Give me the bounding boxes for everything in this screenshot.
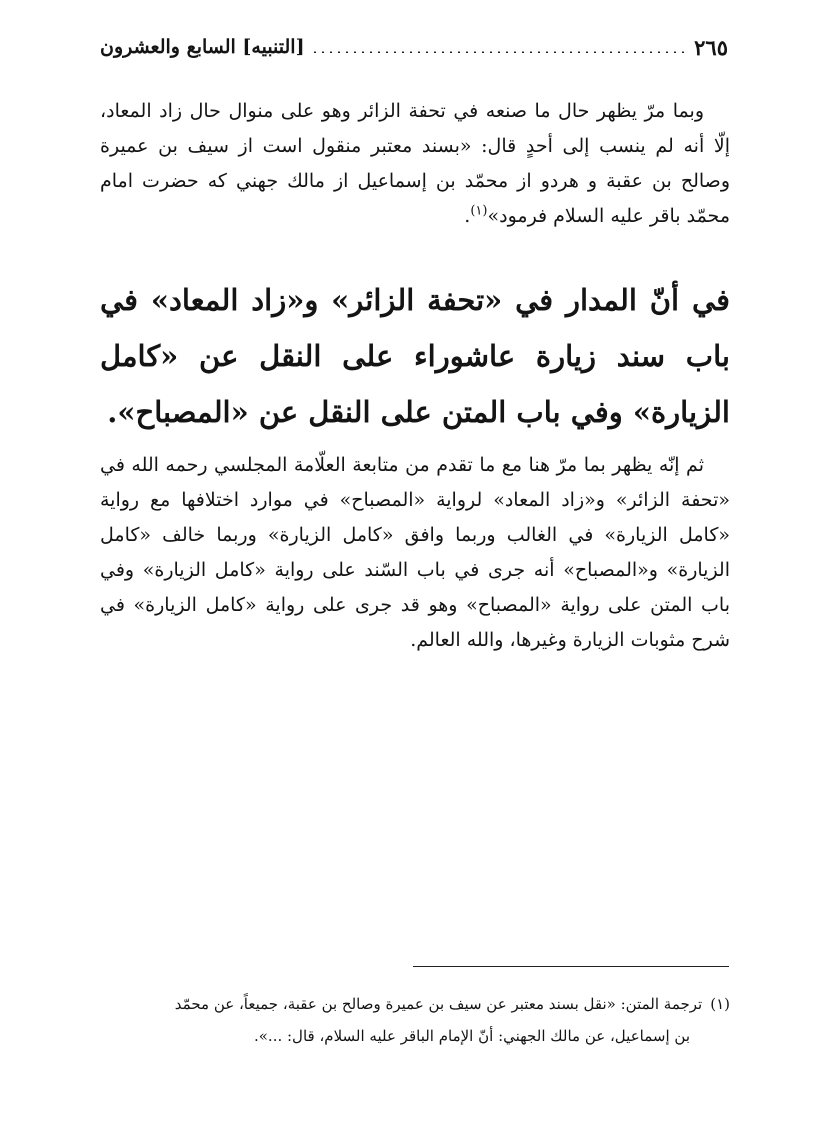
footnote-separator: [413, 966, 729, 967]
footnote-reference: (١): [470, 203, 488, 219]
section-heading: في أنّ المدار في «تحفة الزائر» و«زاد المعاد» في باب سند زيارة عاشوراء على النقل عن «كامل الزيارة» وفي باب المتن على النقل عن «المصباح».: [100, 283, 730, 429]
page-number: ٢٦٥: [694, 34, 728, 60]
footnote-line-1: [100, 988, 730, 1020]
paragraph-body: ثم إنّه يظهر بما مرّ هنا مع ما تقدم من متابعة العلّامة المجلسي رحمه الله في «تحفة الزائر» و«زاد المعاد» لرواية «المصباح» في موارد اختلافها مع رواية «كامل الزيارة» في الغالب وربما وافق «كامل الزيارة» وربما خالف «كامل الزيارة» و«المصباح» أنه جرى في باب السّند على رواية «كامل الزيارة» وفي باب المتن على رواية «المصباح» وهو قد جرى على رواية «كامل الزيارة» في شرح مثوبات الزيارة وغيرها، والله العالم.: [100, 454, 730, 651]
dotted-leader: [311, 51, 689, 53]
footnote-line-2: بن إسماعيل، عن مالك الجهني: أنّ الإمام الباقر عليه السلام، قال: ...».: [253, 1027, 690, 1045]
paragraph-intro: [100, 94, 730, 234]
running-header: [100, 30, 728, 64]
footnote: [100, 988, 730, 1052]
footnote-text-1: ترجمة المتن: «نقل بسند معتبر عن سيف بن عميرة وصالح بن عقبة، جميعاً، عن محمّد: [174, 995, 703, 1013]
footnote-marker: (١): [710, 995, 730, 1013]
paragraph-intro-text: وبما مرّ يظهر حال ما صنعه في تحفة الزائر وهو على منوال حال زاد المعاد، إلّا أنه لم ينسب إلى أحدٍ قال: «بسند معتبر منقول است از سيف بن عميرة وصالح بن عقبة و هردو از محمّد بن إسماعيل از مالك جهني كه حضرت امام محمّد باقر عليه السلام فرمود»: [100, 100, 730, 227]
chapter-title: [التنبيه] السابع والعشرون: [100, 36, 305, 58]
paragraph-intro-end: .: [464, 205, 471, 227]
